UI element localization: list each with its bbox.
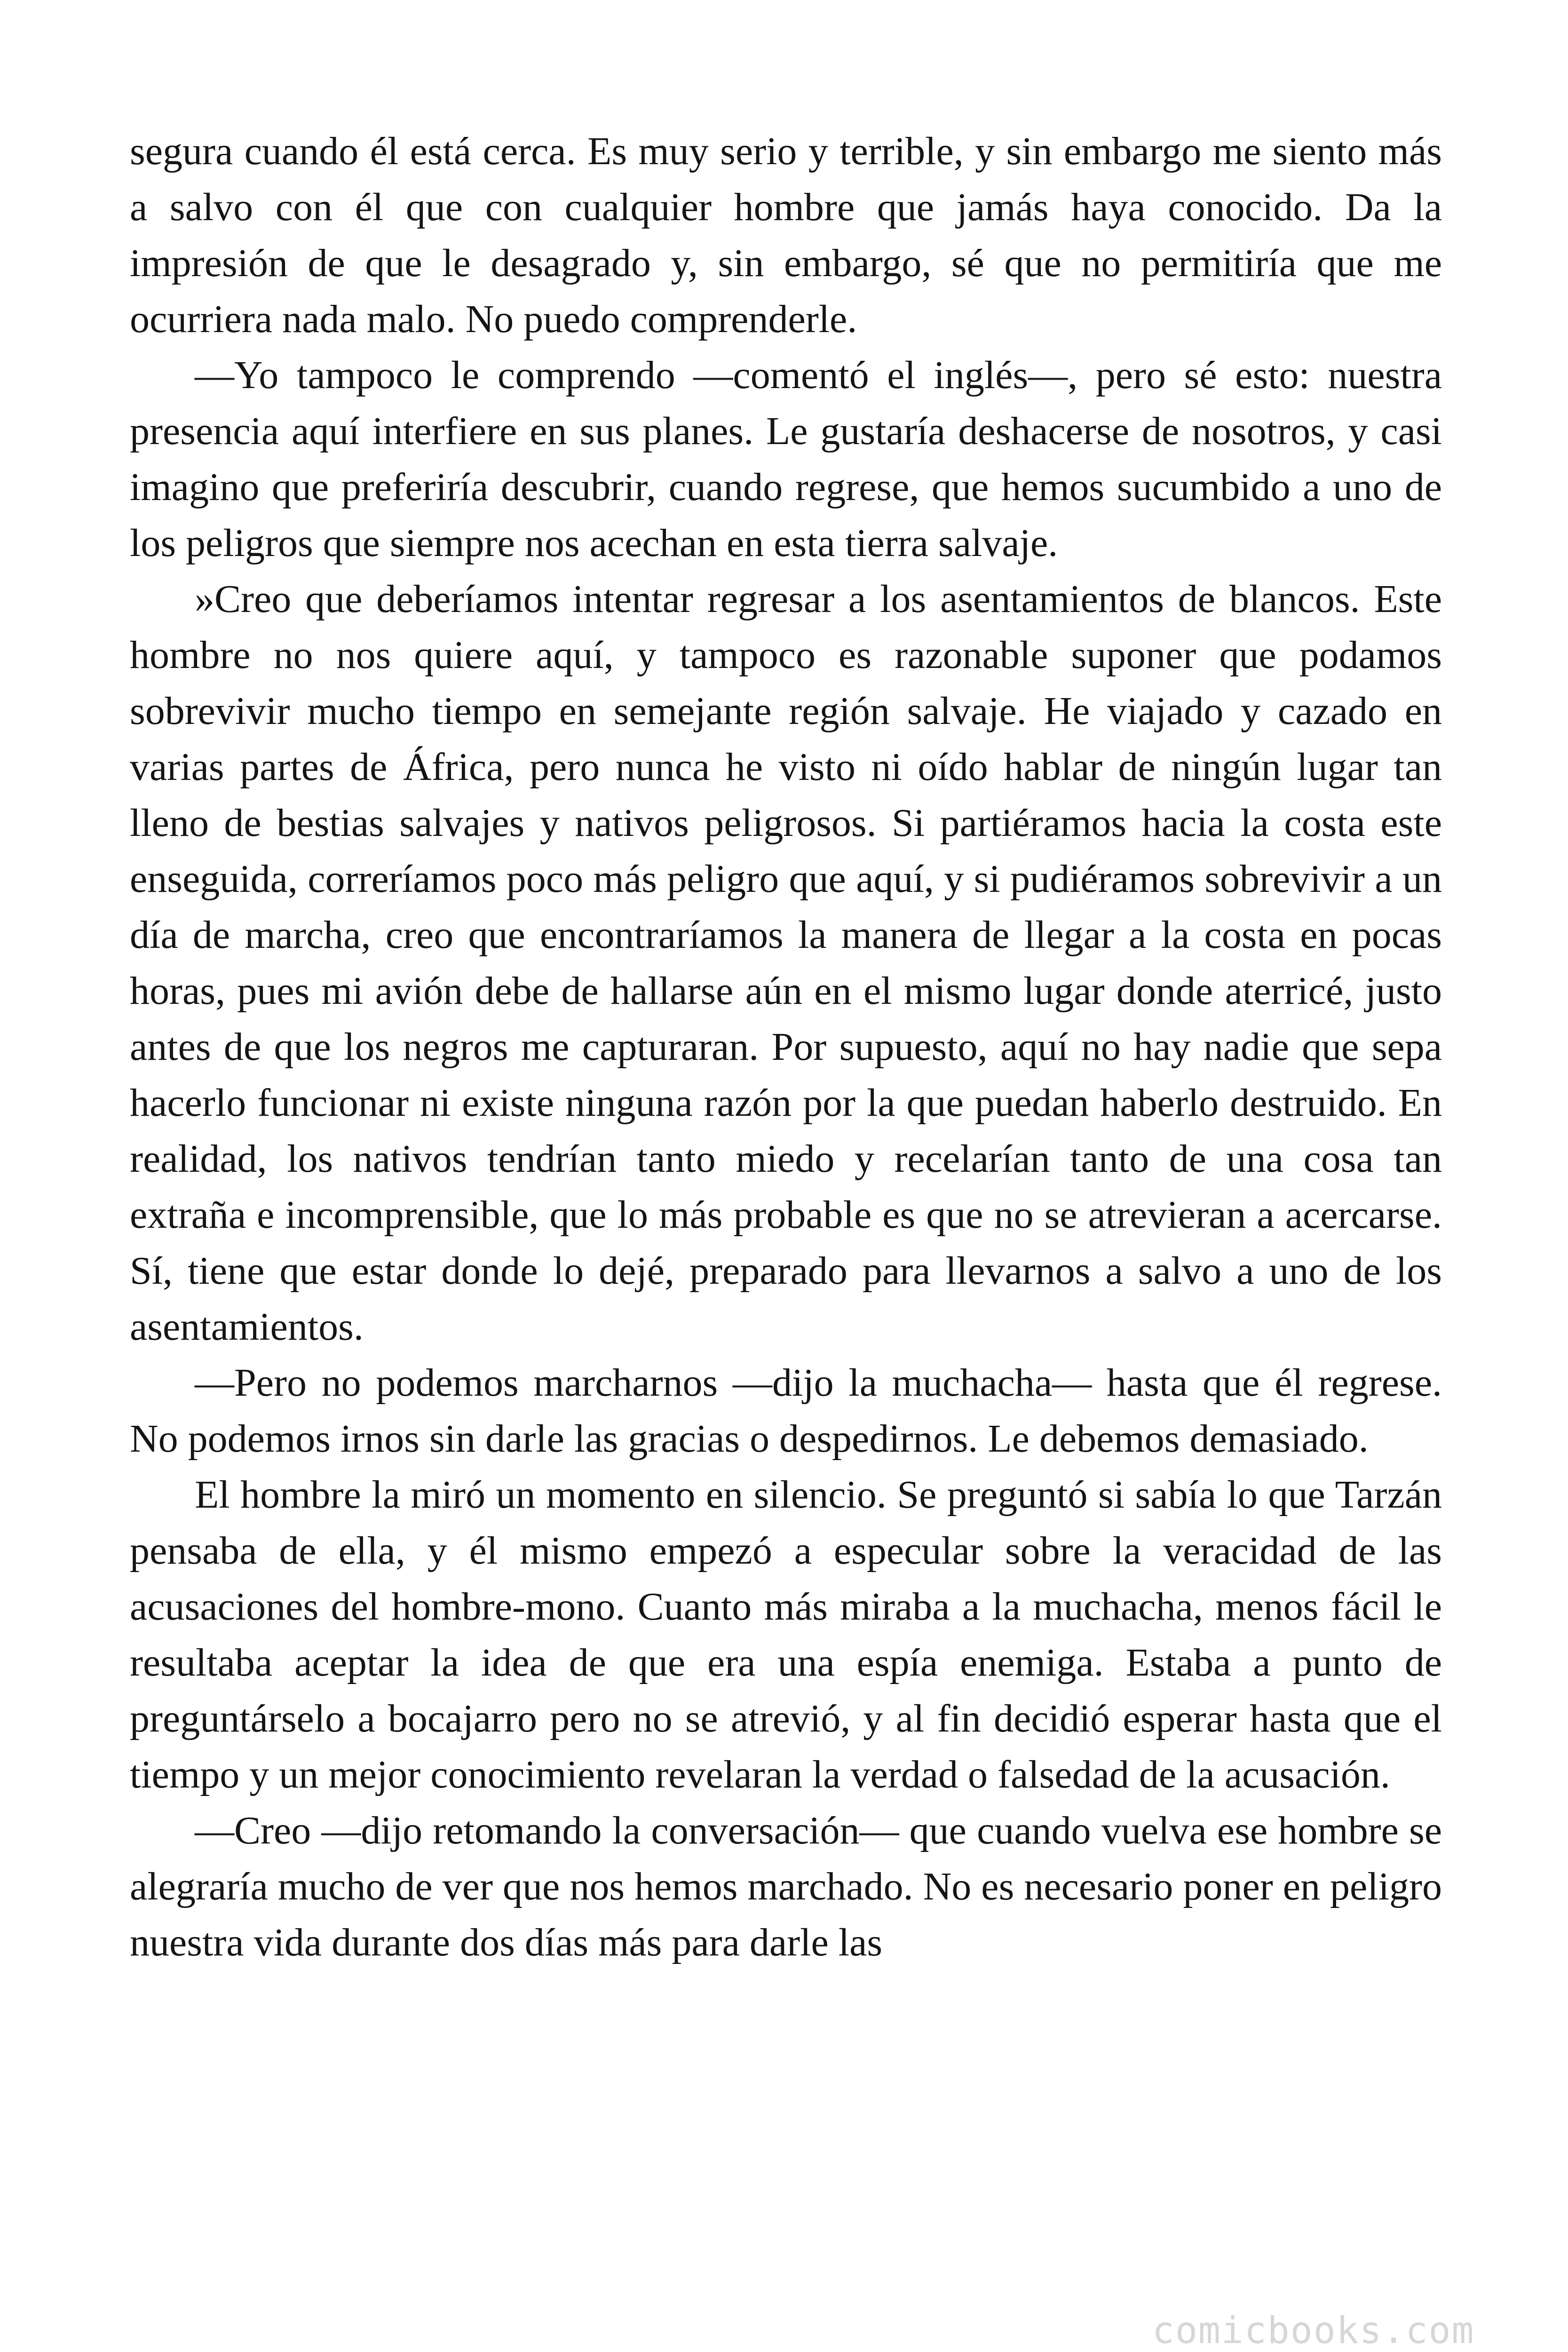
page-body — [130, 123, 1442, 1971]
paragraph-continuation: segura cuando él está cerca. Es muy serio y terrible, y sin embargo me siento más a salvo con él que con cualquier hombre que jamás haya conocido. Da la impresión de que le desagrado y, sin embargo, sé que no permitiría que me ocurriera nada malo. No puedo comprenderle. — [130, 129, 1442, 341]
paragraph-dialogue-ingles: —Yo tampoco le comprendo —comentó el inglés—, pero sé esto: nuestra presencia aquí interfiere en sus planes. Le gustaría deshacerse de nosotros, y casi imagino que preferiría descubrir, cuando regrese, que hemos sucumbido a uno de los peligros que siempre nos acechan en esta tierra salvaje. — [130, 353, 1442, 565]
paragraph-dialogue-creo: —Creo —dijo retomando la conversación— que cuando vuelva ese hombre se alegraría mucho de ver que nos hemos marchado. No es necesario poner en peligro nuestra vida durante dos días más para darle las — [130, 1809, 1442, 1964]
paragraph-dialogue-asentamientos: »Creo que deberíamos intentar regresar a los asentamientos de blancos. Este hombre no nos quiere aquí, y tampoco es razonable suponer que podamos sobrevivir mucho tiempo en semejante región salvaje. He viajado y cazado en varias partes de África, pero nunca he visto ni oído hablar de ningún lugar tan lleno de bestias salvajes y nativos peligrosos. Si partiéramos hacia la costa este enseguida, correríamos poco más peligro que aquí, y si pudiéramos sobrevivir a un día de marcha, creo que encontraríamos la manera de llegar a la costa en pocas horas, pues mi avión debe de hallarse aún en el mismo lugar donde aterricé, justo antes de que los negros me capturaran. Por supuesto, aquí no hay nadie que sepa hacerlo funcionar ni existe ninguna razón por la que puedan haberlo destruido. En realidad, los nativos tendrían tanto miedo y recelarían tanto de una cosa tan extraña e incomprensible, que lo más probable es que no se atrevieran a acercarse. Sí, tiene que estar donde lo dejé, preparado para llevarnos a salvo a uno de los asentamientos. — [130, 577, 1442, 1349]
paragraph-narration: El hombre la miró un momento en silencio. Se preguntó si sabía lo que Tarzán pensaba de ella, y él mismo empezó a especular sobre la veracidad de las acusaciones del hombre-mono. Cuanto más miraba a la muchacha, menos fácil le resultaba aceptar la idea de que era una espía enemiga. Estaba a punto de preguntárselo a bocajarro pero no se atrevió, y al fin decidió esperar hasta que el tiempo y un mejor conocimiento revelaran la verdad o falsedad de la acusación. — [130, 1473, 1442, 1796]
paragraph-dialogue-muchacha: —Pero no podemos marcharnos —dijo la muchacha— hasta que él regrese. No podemos irnos sin darle las gracias o despedirnos. Le debemos demasiado. — [130, 1361, 1442, 1461]
watermark: comicbooks.com — [1152, 2310, 1475, 2352]
